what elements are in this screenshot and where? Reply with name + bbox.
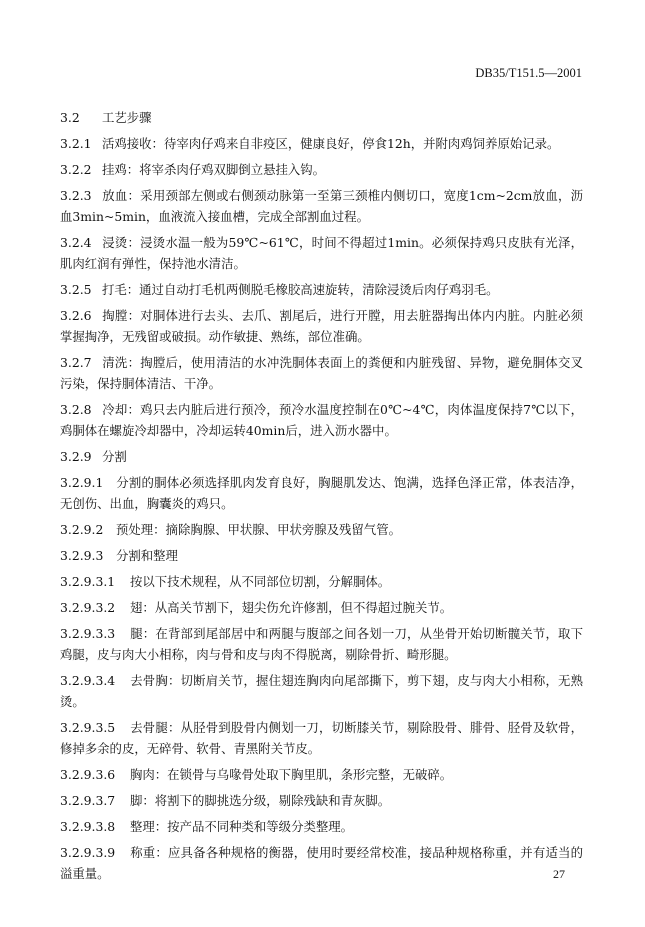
section-paragraph [60, 764, 583, 785]
section-paragraph [60, 185, 583, 227]
section-number: 3.2.6 [60, 308, 92, 323]
section-paragraph [60, 472, 583, 514]
section-paragraph [60, 352, 583, 394]
section-text: 胸肉：在锁骨与乌喙骨处取下胸里肌，条形完整，无破碎。 [130, 767, 453, 782]
section-number: 3.2.9.3.4 [60, 673, 116, 688]
section-number: 3.2.9 [60, 449, 92, 464]
section-text: 预处理：摘除胸腺、甲状腺、甲状旁腺及残留气管。 [116, 522, 401, 537]
section-number: 3.2.4 [60, 235, 92, 250]
section-text: 分割 [102, 449, 127, 464]
section-text: 活鸡接收：待宰肉仔鸡来自非疫区，健康良好，停食12h，并附肉鸡饲养原始记录。 [102, 136, 560, 151]
section-number: 3.2.9.3.1 [60, 574, 116, 589]
section-paragraph [60, 717, 583, 759]
section-number: 3.2.9.3.9 [60, 845, 116, 860]
section-number: 3.2.9.3.8 [60, 819, 116, 834]
section-paragraph [60, 133, 583, 154]
section-number: 3.2.2 [60, 162, 92, 177]
section-number: 3.2.9.3.2 [60, 600, 116, 615]
section-text: 整理：按产品不同种类和等级分类整理。 [130, 819, 354, 834]
section-paragraph [60, 159, 583, 180]
section-text: 分割和整理 [116, 548, 178, 563]
section-paragraph [60, 571, 583, 592]
section-number: 3.2.9.1 [60, 475, 104, 490]
section-number: 3.2.9.3.5 [60, 720, 116, 735]
section-text: 挂鸡：将宰杀肉仔鸡双脚倒立悬挂入钩。 [102, 162, 326, 177]
section-paragraph [60, 279, 583, 300]
section-paragraph [60, 232, 583, 274]
section-number: 3.2.1 [60, 136, 92, 151]
section-paragraph [60, 842, 583, 884]
section-text: 放血：采用颈部左侧或右侧颈动脉第一至第三颈椎内侧切口，宽度1cm~2cm放血，沥血3min~5min，血液流入接血槽，完成全部割血过程。 [60, 188, 583, 224]
section-number: 3.2.8 [60, 402, 92, 417]
document-body [60, 107, 583, 889]
section-text: 去骨胸：切断肩关节，握住翅连胸肉向尾部撕下，剪下翅，皮与肉大小相称，无熟烫。 [60, 673, 583, 709]
standard-code: DB35/T151.5—2001 [475, 66, 582, 80]
section-number: 3.2.3 [60, 188, 92, 203]
section-text: 腿：在背部到尾部居中和两腿与腹部之间各划一刀，从坐骨开始切断髋关节，取下鸡腿，皮与肉大小相称，肉与骨和皮与肉不得脱离，剔除骨折、畸形腿。 [60, 626, 583, 662]
section-number: 3.2.7 [60, 355, 92, 370]
section-text: 冷却：鸡只去内脏后进行预冷，预冷水温度控制在0℃~4℃，肉体温度保持7℃以下，鸡胴体在螺旋冷却器中，冷却运转40min后，进入沥水器中。 [60, 402, 583, 438]
section-text: 掏膛：对胴体进行去头、去爪、割尾后，进行开膛，用去脏器掏出体内内脏。内脏必须掌握掏净，无残留或破损。动作敏捷、熟练，部位准确。 [60, 308, 583, 344]
section-text: 脚：将割下的脚挑选分级，剔除残缺和青灰脚。 [130, 793, 391, 808]
section-text: 称重：应具备各种规格的衡器，使用时要经常校准，接品种规格称重，并有适当的溢重量。 [60, 845, 583, 881]
section-paragraph [60, 446, 583, 467]
section-number: 3.2.9.3.6 [60, 767, 116, 782]
section-paragraph [60, 107, 583, 128]
section-text: 翅：从高关节割下，翅尖伤允许修割，但不得超过腕关节。 [130, 600, 453, 615]
section-text: 按以下技术规程，从不同部位切割，分解胴体。 [130, 574, 391, 589]
section-text: 浸烫：浸烫水温一般为59℃~61℃，时间不得超过1min。必须保持鸡只皮肤有光泽，肌肉红润有弹性，保持池水清洁。 [60, 235, 583, 271]
section-number: 3.2.9.3.7 [60, 793, 116, 808]
section-text: 去骨腿：从胫骨到股骨内侧划一刀，切断膝关节，剔除股骨、腓骨、胫骨及软骨，修掉多余的皮，无碎骨、软骨、青黑附关节皮。 [60, 720, 583, 756]
section-paragraph [60, 519, 583, 540]
section-paragraph [60, 597, 583, 618]
section-number: 3.2.9.3 [60, 548, 104, 563]
section-paragraph [60, 670, 583, 712]
section-text: 打毛：通过自动打毛机两侧脱毛橡胶高速旋转，清除浸烫后肉仔鸡羽毛。 [102, 282, 499, 297]
section-paragraph [60, 399, 583, 441]
section-number: 3.2.5 [60, 282, 92, 297]
page-number: 27 [553, 867, 565, 881]
section-paragraph [60, 545, 583, 566]
section-paragraph [60, 790, 583, 811]
section-number: 3.2.9.2 [60, 522, 104, 537]
section-number: 3.2.9.3.3 [60, 626, 116, 641]
section-number: 3.2 [60, 110, 80, 125]
section-paragraph [60, 305, 583, 347]
section-text: 分割的胴体必须选择肌肉发育良好，胸腿肌发达、饱满，选择色泽正常，体表洁净，无创伤、出血，胸囊炎的鸡只。 [60, 475, 583, 511]
section-paragraph [60, 816, 583, 837]
section-paragraph [60, 623, 583, 665]
section-text: 工艺步骤 [102, 110, 152, 125]
section-text: 清洗：掏膛后，使用清洁的水冲洗胴体表面上的粪便和内脏残留、异物，避免胴体交叉污染，保持胴体清洁、干净。 [60, 355, 583, 391]
